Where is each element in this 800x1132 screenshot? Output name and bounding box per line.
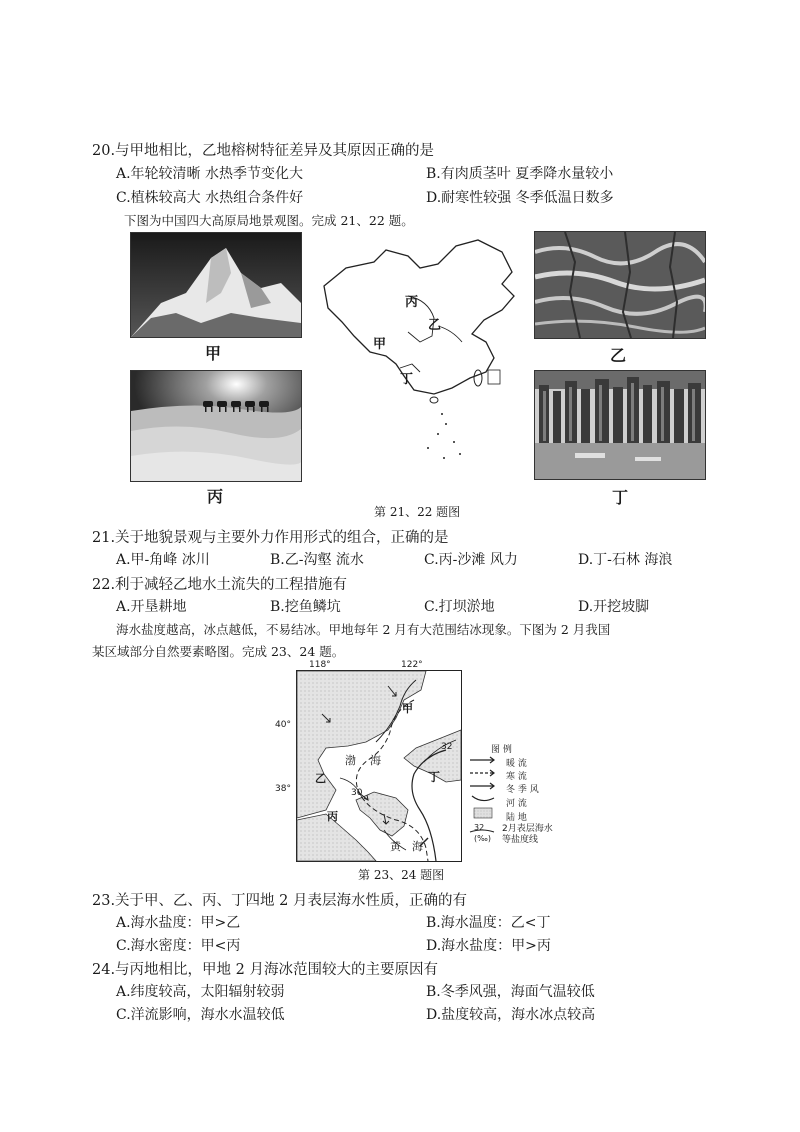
legend-cold-current: 寒 流 <box>506 772 527 782</box>
question-22-option-a: A.开垦耕地 <box>116 599 187 615</box>
photo-label-jia: 甲 <box>205 344 222 363</box>
sea-map-label-hai1: 海 <box>370 754 381 767</box>
question-22-option-b: B.挖鱼鳞坑 <box>270 599 341 615</box>
legend-winter-wind: 冬 季 风 <box>506 785 539 795</box>
sea-map-label-bo: 渤 <box>345 754 356 767</box>
sea-map-lat-40: 40° <box>275 720 291 730</box>
legend-warm-current: 暖 流 <box>506 759 527 769</box>
photo-bing-desert <box>130 370 302 482</box>
caption-23-24: 第 23、24 题图 <box>358 868 445 882</box>
sea-map-lon-122: 122° <box>401 660 423 670</box>
question-21-option-b: B.乙-沟壑 流水 <box>270 552 364 568</box>
photo-label-ding: 丁 <box>612 488 629 507</box>
china-map-label-yi: 乙 <box>428 318 442 333</box>
question-24-stem: 24.与丙地相比，甲地 2 月海冰范围较大的主要原因有 <box>92 962 439 978</box>
question-23-option-a: A.海水盐度：甲>乙 <box>116 915 241 931</box>
legend-iso-unit: (‰) <box>474 834 491 843</box>
legend-isosalinity: 2月表层海水 等盐度线 <box>502 824 553 845</box>
legend-land: 陆 地 <box>506 813 527 823</box>
photo-yi-gullies <box>534 231 706 339</box>
question-20-option-c: C.植株较高大 水热组合条件好 <box>116 190 304 206</box>
intro-23-24-line2: 某区域部分自然要素略图。完成 23、24 题。 <box>92 644 345 659</box>
question-22-option-c: C.打坝淤地 <box>424 599 495 615</box>
sea-map-label-yi: 乙 <box>315 772 326 785</box>
legend-symbols <box>468 756 502 846</box>
intro-23-24-line1: 海水盐度越高，冰点越低，不易结冰。甲地每年 2 月有大范围结冰现象。下图为 2 月我国 <box>116 622 611 637</box>
question-24-option-c: C.洋流影响，海水水温较低 <box>116 1007 285 1023</box>
sea-map-lat-38: 38° <box>275 784 291 794</box>
question-24-option-d: D.盐度较高，海水冰点较高 <box>426 1007 596 1023</box>
legend-iso-sample: 32 <box>474 823 485 832</box>
photo-ding-stone-forest <box>534 370 706 480</box>
sea-map-iso-32: 32 <box>441 742 453 752</box>
question-20-option-a: A.年轮较清晰 水热季节变化大 <box>116 166 304 182</box>
sea-map-label-bing: 丙 <box>327 810 338 823</box>
question-20-option-d: D.耐寒性较强 冬季低温日数多 <box>426 190 614 206</box>
china-map-label-ding: 丁 <box>400 372 414 387</box>
question-20-stem: 20.与甲地相比，乙地榕树特征差异及其原因正确的是 <box>92 143 435 159</box>
question-21-option-c: C.丙-沙滩 风力 <box>424 552 518 568</box>
question-23-option-c: C.海水密度：甲<丙 <box>116 938 241 954</box>
legend-title: 图 例 <box>491 745 512 755</box>
sea-map-lon-118: 118° <box>309 660 331 670</box>
photo-label-yi: 乙 <box>610 346 627 365</box>
question-22-stem: 22.利于减轻乙地水土流失的工程措施有 <box>92 577 348 593</box>
question-23-stem: 23.关于甲、乙、丙、丁四地 2 月表层海水性质，正确的有 <box>92 893 468 909</box>
question-23-option-d: D.海水盐度：甲>丙 <box>426 938 551 954</box>
sea-map-iso-30: 30 <box>351 788 363 798</box>
intro-21-22: 下图为中国四大高原局地景观图。完成 21、22 题。 <box>124 213 414 228</box>
caption-21-22: 第 21、22 题图 <box>374 505 461 519</box>
china-map-label-jia: 甲 <box>373 337 387 352</box>
question-24-option-b: B.冬季风强，海面气温较低 <box>426 984 595 1000</box>
question-22-option-d: D.开挖坡脚 <box>578 599 650 615</box>
question-24-option-a: A.纬度较高，太阳辐射较弱 <box>116 984 285 1000</box>
sea-map-label-ding: 丁 <box>428 770 441 784</box>
question-21-option-a: A.甲-角峰 冰川 <box>116 552 210 568</box>
sea-map-label-hai2: 海 <box>412 840 423 853</box>
question-20-option-b: B.有肉质茎叶 夏季降水量较小 <box>426 166 614 182</box>
china-map-label-bing: 丙 <box>405 295 419 310</box>
sea-map-label-jia: 甲 <box>402 702 413 715</box>
photo-jia-mountain <box>130 232 302 338</box>
photo-label-bing: 丙 <box>207 487 224 506</box>
question-21-option-d: D.丁-石林 海浪 <box>578 552 673 568</box>
sea-map-label-huang: 黄 <box>390 840 401 853</box>
question-23-option-b: B.海水温度：乙<丁 <box>426 915 551 931</box>
china-outline-map <box>316 238 528 464</box>
legend-river: 河 流 <box>506 799 527 809</box>
question-21-stem: 21.关于地貌景观与主要外力作用形式的组合，正确的是 <box>92 530 449 546</box>
